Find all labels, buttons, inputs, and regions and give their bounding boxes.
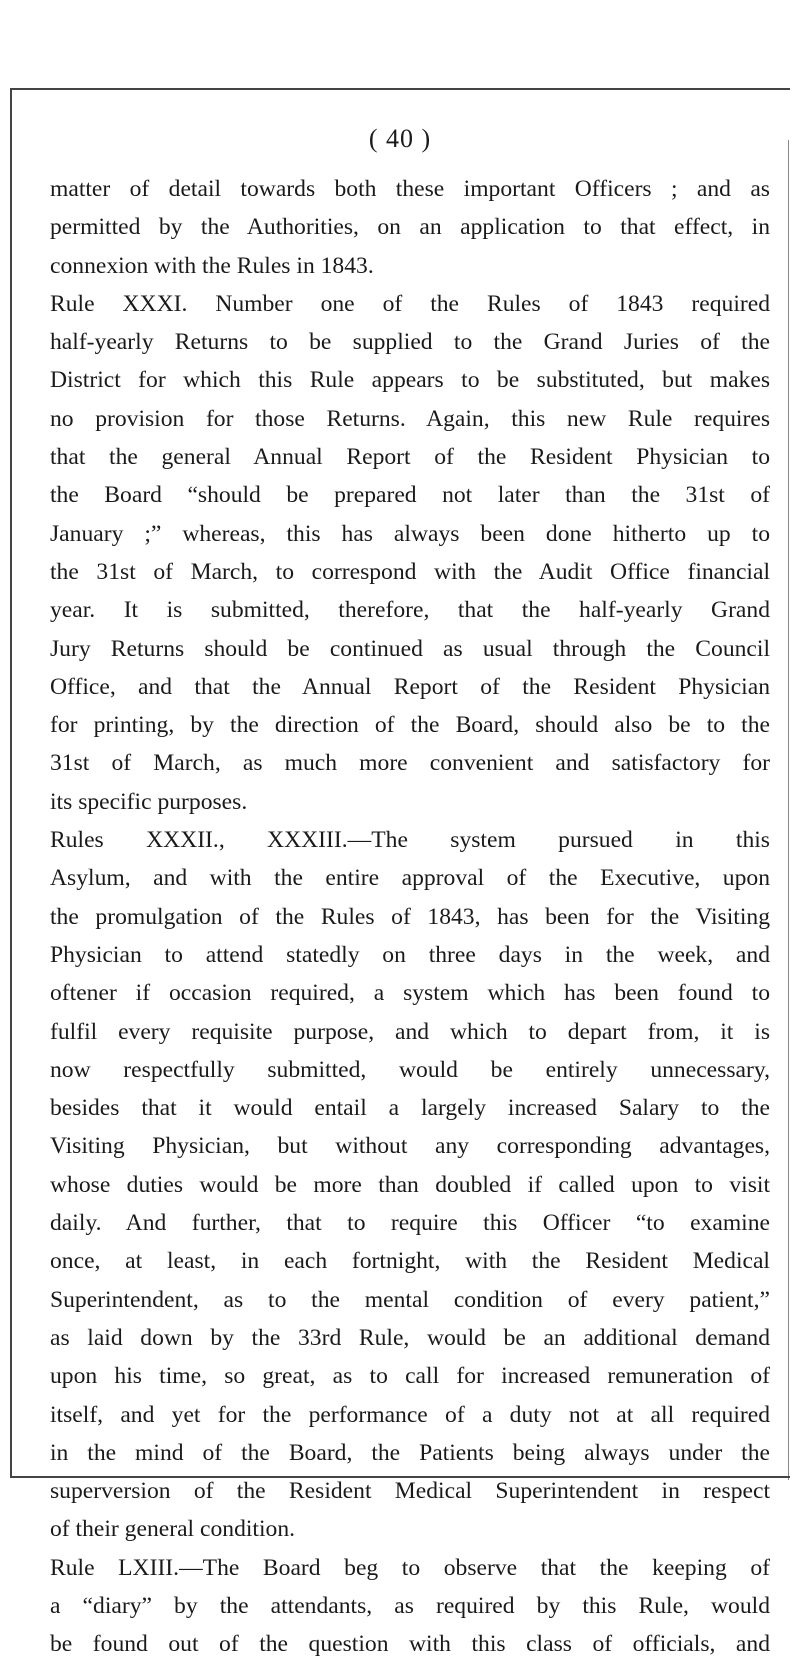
text-line: Rule XXXI. Number one of the Rules of 1843 required — [50, 290, 770, 317]
text-line: Visiting Physician, but without any corresponding advantages, — [50, 1133, 770, 1160]
text-line: for printing, by the direction of the Board, should also be to the — [50, 712, 770, 739]
text-line: Superintendent, as to the mental condition of every patient,” — [50, 1286, 770, 1313]
text-line: District for which this Rule appears to be substituted, but makes — [50, 367, 770, 394]
right-border-line — [788, 140, 789, 1480]
text-line: Office, and that the Annual Report of the Resident Physician — [50, 673, 770, 700]
text-line: whose duties would be more than doubled if called upon to visit — [50, 1171, 770, 1198]
text-line: be found out of the question with this class of officials, and — [50, 1631, 770, 1658]
text-line: besides that it would entail a largely increased Salary to the — [50, 1095, 770, 1122]
text-line: superversion of the Resident Medical Superintendent in respect — [50, 1478, 770, 1505]
text-line: the promulgation of the Rules of 1843, has been for the Visiting — [50, 903, 770, 930]
text-line: as laid down by the 33rd Rule, would be an additional demand — [50, 1324, 770, 1351]
text-line: permitted by the Authorities, on an application to that effect, in — [50, 214, 770, 241]
text-line: upon his time, so great, as to call for increased remuneration of — [50, 1363, 770, 1390]
text-line: the 31st of March, to correspond with the Audit Office financial — [50, 558, 770, 585]
text-line: fulfil every requisite purpose, and which to depart from, it is — [50, 1018, 770, 1045]
text-line: in the mind of the Board, the Patients being always under the — [50, 1439, 770, 1466]
page-number: ( 40 ) — [368, 124, 432, 153]
text-line: oftener if occasion required, a system which has been found to — [50, 980, 770, 1007]
text-line: January ;” whereas, this has always been done hitherto up to — [50, 520, 770, 547]
text-line: Physician to attend statedly on three days in the week, and — [50, 941, 770, 968]
text-line: daily. And further, that to require this Officer “to examine — [50, 1210, 770, 1237]
top-border-line — [10, 88, 790, 90]
text-line: of their general condition. — [50, 1516, 296, 1543]
text-line: Asylum, and with the entire approval of the Executive, upon — [50, 865, 770, 892]
text-line: Jury Returns should be continued as usual through the Council — [50, 635, 770, 662]
body-text — [50, 170, 770, 1664]
text-line: matter of detail towards both these important Officers ; and as — [50, 176, 770, 202]
text-line: connexion with the Rules in 1843. — [50, 252, 374, 279]
text-line: its specific purposes. — [50, 788, 248, 815]
text-line: itself, and yet for the performance of a duty not at all required — [50, 1401, 770, 1428]
text-line: year. It is submitted, therefore, that the half-yearly Grand — [50, 597, 770, 624]
text-line: 31st of March, as much more convenient and satisfactory for — [50, 750, 770, 777]
text-line: the Board “should be prepared not later than the 31st of — [50, 482, 770, 509]
text-line: Rule LXIII.—The Board beg to observe that the keeping of — [50, 1554, 770, 1581]
text-line: Rules XXXII., XXXIII.—The system pursued in this — [50, 827, 770, 854]
text-line: that the general Annual Report of the Resident Physician to — [50, 444, 770, 471]
text-line: once, at least, in each fortnight, with the Resident Medical — [50, 1248, 770, 1275]
text-line: a “diary” by the attendants, as required by this Rule, would — [50, 1592, 770, 1619]
text-line: half-yearly Returns to be supplied to the Grand Juries of the — [50, 329, 770, 356]
text-line: no provision for those Returns. Again, this new Rule requires — [50, 405, 770, 432]
text-line: now respectfully submitted, would be entirely unnecessary, — [50, 1056, 770, 1083]
left-border-line — [10, 88, 12, 1478]
